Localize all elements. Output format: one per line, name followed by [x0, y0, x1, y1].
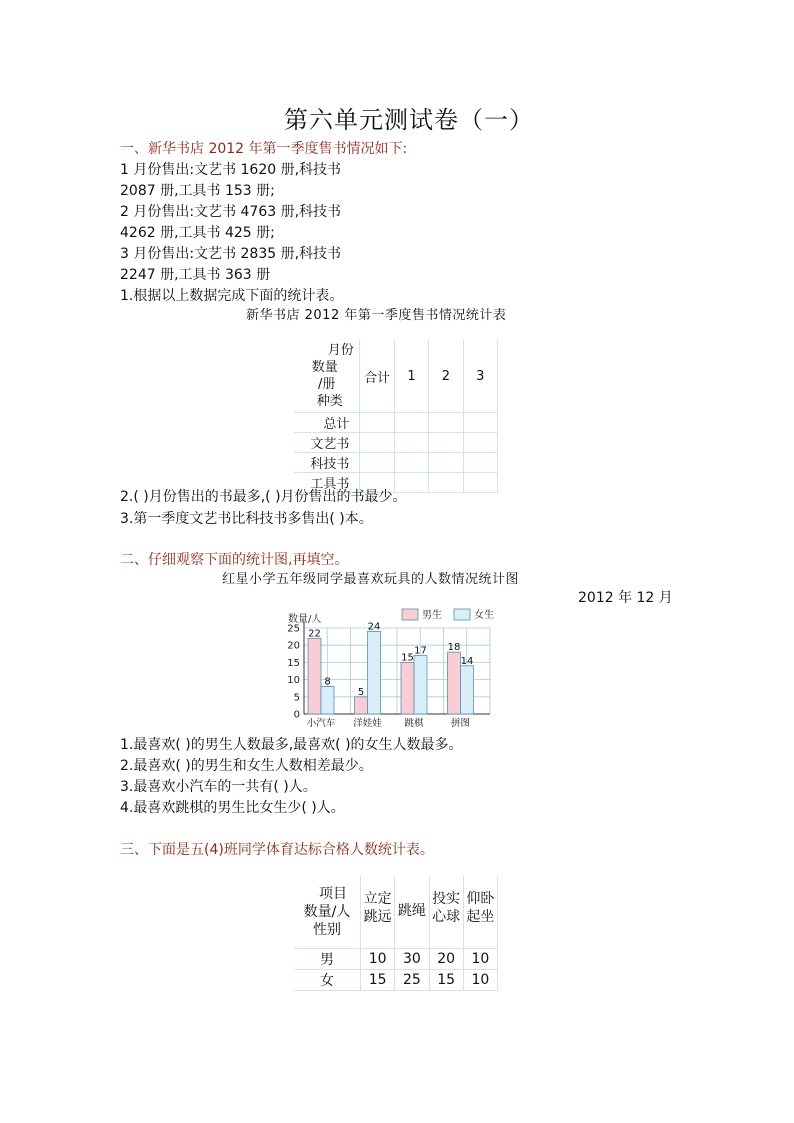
legend-label: 女生: [474, 610, 494, 621]
chart-date: 2012 年 12 月: [578, 590, 673, 606]
bar-女生: [368, 631, 381, 714]
row-header: 工具书: [294, 473, 360, 493]
bar-男生: [308, 638, 321, 714]
table-cell: 20: [429, 949, 463, 970]
section1-heading: 一、新华书店 2012 年第一季度售书情况如下:: [120, 141, 408, 157]
row-header: 女: [294, 970, 361, 991]
answer-cell[interactable]: [429, 413, 463, 433]
table-cell: 10: [463, 970, 497, 991]
question-3: 3.第一季度文艺书比科技书多售出( )本。: [120, 511, 373, 527]
sales-line: 1 月份售出:文艺书 1620 册,科技书: [120, 162, 342, 178]
row-header: 文艺书: [294, 433, 360, 453]
table-corner-header: [294, 876, 361, 949]
sales-line: 2087 册,工具书 153 册;: [120, 183, 275, 199]
sales-line: 3 月份售出:文艺书 2835 册,科技书: [120, 246, 342, 262]
table-cell: 25: [395, 970, 429, 991]
column-header-line: 跳远: [363, 909, 392, 925]
answer-cell[interactable]: [463, 433, 497, 453]
column-header: 合计: [360, 340, 394, 413]
section3-heading: 三、下面是五(4)班同学体育达标合格人数统计表。: [120, 842, 434, 858]
row-header: 总计: [294, 413, 360, 433]
question-1: 1.根据以上数据完成下面的统计表。: [120, 288, 344, 304]
page-title: 第六单元测试卷（一）: [284, 106, 534, 134]
corner-label: 种类: [316, 394, 343, 409]
answer-cell[interactable]: [463, 473, 497, 493]
section2-heading: 二、仔细观察下面的统计图,再填空。: [120, 552, 349, 568]
bar-chart: [280, 602, 510, 732]
chart-question: 4.最喜欢跳棋的男生比女生少( )人。: [120, 800, 345, 816]
row-header: 男: [294, 949, 361, 970]
column-header-line: 仰卧: [466, 891, 495, 907]
answer-cell[interactable]: [429, 453, 463, 473]
sales-line: 2 月份售出:文艺书 4763 册,科技书: [120, 204, 342, 220]
y-tick-label: 10: [287, 675, 300, 687]
y-tick-label: 20: [287, 640, 300, 652]
sales-table: [294, 340, 498, 493]
answer-cell[interactable]: [360, 413, 394, 433]
table-cell: 10: [361, 949, 395, 970]
bar-女生: [321, 686, 334, 714]
question-2: 2.( )月份售出的书最多,( )月份售出的书最少。: [120, 489, 407, 505]
data-label: 15: [401, 652, 414, 664]
column-header-line: 心球: [432, 909, 461, 925]
table-cell: 15: [361, 970, 395, 991]
answer-cell[interactable]: [394, 413, 428, 433]
y-tick-label: 0: [293, 709, 300, 721]
chart-question: 1.最喜欢( )的男生人数最多,最喜欢( )的女生人数最多。: [120, 737, 463, 753]
answer-cell[interactable]: [394, 453, 428, 473]
bar-男生: [401, 662, 414, 714]
x-tick-label: 洋娃娃: [353, 718, 382, 729]
sales-line: 2247 册,工具书 363 册: [120, 267, 271, 283]
column-header: [429, 876, 463, 949]
answer-cell[interactable]: [360, 453, 394, 473]
legend-swatch: [454, 609, 470, 620]
chart-question: 3.最喜欢小汽车的一共有( )人。: [120, 779, 317, 795]
table-cell: 30: [395, 949, 429, 970]
column-header: 1: [394, 340, 428, 413]
corner-label: /册: [318, 377, 336, 392]
column-header-line: 跳绳: [397, 903, 426, 919]
y-axis-label: 数量/人: [288, 614, 322, 625]
row-header: 科技书: [294, 453, 360, 473]
y-tick-label: 15: [287, 657, 300, 669]
sales-line: 4262 册,工具书 425 册;: [120, 225, 275, 241]
column-header-line: 投实: [432, 891, 461, 907]
data-label: 14: [460, 655, 474, 667]
corner-label: 项目: [319, 886, 348, 902]
corner-label: 数量/人: [303, 904, 351, 920]
chart-question: 2.最喜欢( )的男生和女生人数相差最少。: [120, 758, 373, 774]
table-caption: 新华书店 2012 年第一季度售书情况统计表: [246, 308, 507, 323]
data-label: 8: [324, 676, 331, 688]
data-label: 17: [414, 645, 427, 657]
column-header-line: 立定: [363, 891, 392, 907]
answer-cell[interactable]: [429, 433, 463, 453]
fitness-table: [294, 876, 498, 991]
bar-chart-svg: [280, 602, 510, 732]
y-tick-label: 25: [287, 623, 300, 635]
data-label: 22: [308, 628, 321, 640]
answer-cell[interactable]: [463, 453, 497, 473]
column-header: [361, 876, 395, 949]
answer-cell[interactable]: [429, 473, 463, 493]
data-label: 18: [447, 642, 461, 654]
bar-男生: [355, 697, 368, 714]
corner-label: 月份: [327, 343, 354, 358]
column-header-line: 起坐: [466, 909, 495, 925]
bar-男生: [448, 652, 461, 714]
table-cell: 15: [429, 970, 463, 991]
data-label: 5: [357, 686, 365, 698]
legend-swatch: [402, 609, 418, 620]
chart-caption: 红星小学五年级同学最喜欢玩具的人数情况统计图: [222, 572, 520, 587]
answer-cell[interactable]: [394, 433, 428, 453]
table-cell: 10: [463, 949, 497, 970]
y-tick-label: 5: [293, 692, 300, 704]
x-tick-label: 小汽车: [306, 718, 336, 729]
x-tick-label: 跳棋: [404, 718, 424, 729]
table-corner-header: [294, 340, 360, 413]
column-header: 2: [429, 340, 463, 413]
column-header: [395, 876, 429, 949]
x-tick-label: 拼图: [450, 718, 471, 729]
bar-女生: [461, 666, 474, 714]
legend-label: 男生: [422, 610, 442, 621]
answer-cell[interactable]: [463, 413, 497, 433]
answer-cell[interactable]: [360, 433, 394, 453]
bar-女生: [414, 656, 427, 714]
column-header: 3: [463, 340, 497, 413]
data-label: 24: [367, 621, 381, 633]
corner-label: 性别: [313, 922, 342, 938]
corner-label: 数量: [311, 360, 338, 375]
column-header: [463, 876, 497, 949]
